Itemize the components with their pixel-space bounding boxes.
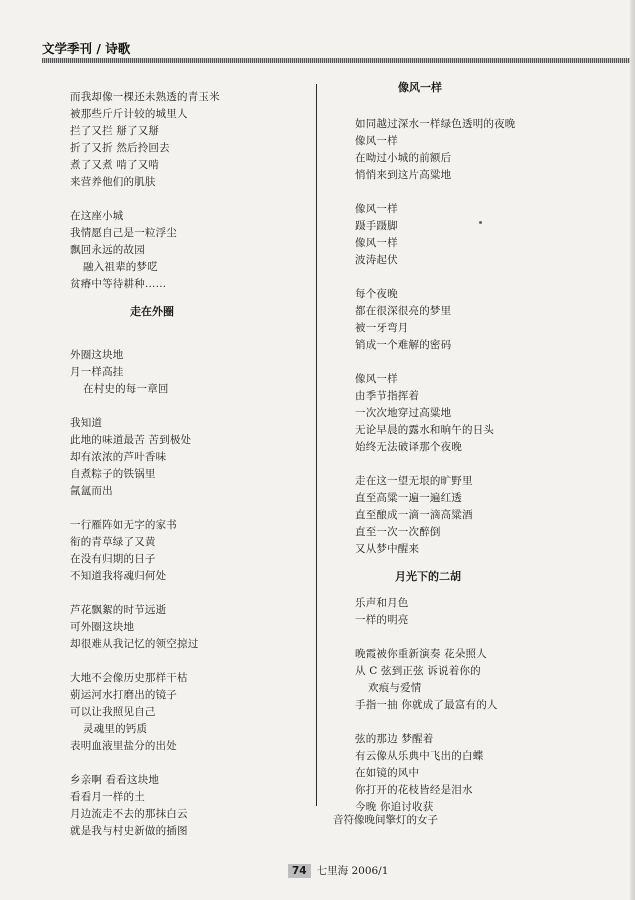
- poem-line: 我情愿自己是一粒浮尘: [70, 227, 177, 239]
- right-column: [355, 79, 615, 816]
- poem-line: 煮了又煮 啃了又啃: [70, 159, 160, 171]
- publication-info: 七里海 2006/1: [316, 865, 389, 877]
- poem-line: 无论早晨的露水和晌午的日头: [355, 424, 495, 436]
- poem-line: 我知道: [70, 417, 103, 429]
- poem-line: 衔的青草绿了又黄: [70, 536, 156, 548]
- stanza: [70, 772, 300, 840]
- poem-line: 走在这一望无垠的旷野里: [355, 475, 473, 487]
- poem-line: 始终无法破译那个夜晚: [355, 441, 462, 453]
- stanza-gap: [70, 755, 300, 772]
- poem-line: 拦了又拦 掰了又掰: [70, 125, 160, 137]
- print-speck: [479, 221, 482, 224]
- poem-line: 贫瘠中等待耕种……: [70, 278, 167, 290]
- poem-line: 来营养他们的肌肤: [70, 176, 156, 188]
- section-gap: [70, 320, 300, 337]
- poem-line: 都在很深很亮的梦里: [355, 305, 452, 317]
- stanza: [70, 208, 300, 293]
- poem-line: 乡亲啊 看看这块地: [70, 774, 160, 786]
- poem-line: 自煮粽子的铁锅里: [70, 468, 156, 480]
- poem-line: 折了又折 然后拎回去: [70, 142, 170, 154]
- poem-line: 波涛起伏: [355, 254, 398, 266]
- stanza: [355, 473, 615, 558]
- stanza: [70, 517, 300, 585]
- poem-line: 可外圈这块地: [70, 621, 135, 633]
- stanza-gap: [70, 500, 300, 517]
- section-gap: [355, 106, 615, 116]
- poem-line: 由季节指挥着: [355, 390, 420, 402]
- stanza: [355, 116, 615, 184]
- stanza-gap: [70, 585, 300, 602]
- poem-line: 却很难从我记忆的领空掠过: [70, 638, 199, 650]
- stanza: [70, 415, 300, 500]
- section-gap: [70, 337, 300, 347]
- poem-line: 直至高粱一遍一遍红透: [355, 492, 462, 504]
- poem-line: 今晚 你追讨收获: [355, 801, 434, 813]
- poem-line: 像风一样: [355, 135, 398, 147]
- poem-line: 又从梦中醒来: [355, 543, 420, 555]
- poem-line: 外圈这块地: [70, 349, 124, 361]
- stanza: [355, 201, 615, 269]
- stanza: [70, 89, 300, 191]
- stanza-gap: [355, 629, 615, 646]
- poem-line: 像风一样: [355, 237, 398, 249]
- stanza: [355, 595, 615, 629]
- stanza: [355, 646, 615, 714]
- poem-line: 你打开的花枝皆经是泪水: [355, 784, 473, 796]
- poem-line: 欢痕与爱情: [368, 682, 422, 694]
- poem-line: 融入祖辈的梦呓: [83, 261, 158, 273]
- section-gap: [70, 293, 300, 303]
- section-gap: [355, 558, 615, 568]
- poem-line: 悄悄来到这片高粱地: [355, 169, 452, 181]
- poem-title: 月光下的二胡: [395, 570, 461, 583]
- stanza: [355, 731, 615, 816]
- column-divider: [316, 84, 317, 806]
- poem-line: 销成一个难解的密码: [355, 339, 452, 351]
- stanza-gap: [355, 269, 615, 286]
- poem-line: 芦花飘絮的时节远逝: [70, 604, 167, 616]
- poem-line: 月边流走不去的那抹白云: [70, 808, 188, 820]
- section-gap: [355, 585, 615, 595]
- stanza-gap: [355, 354, 615, 371]
- stanza: [355, 286, 615, 354]
- stanza-gap: [70, 398, 300, 415]
- poem-line: 从 C 弦到正弦 诉说着你的: [355, 665, 481, 677]
- poem-title: 像风一样: [398, 81, 442, 94]
- poem-line: 大地不会像历史那样干枯: [70, 672, 188, 684]
- poem-line: 月一样高挂: [70, 366, 124, 378]
- poem-line: 直至酿成一滴一滴高粱酒: [355, 509, 473, 521]
- section-header: 文学季刊 / 诗歌: [42, 41, 131, 56]
- poem-title: 走在外圈: [130, 305, 174, 318]
- poem-line: 手指一抽 你就成了最富有的人: [355, 699, 498, 711]
- poem-line: 如同越过深水一样绿色透明的夜晚: [355, 118, 516, 130]
- poem-line: 一行雁阵如无字的家书: [70, 519, 177, 531]
- poem-line: 在呦过小城的前额后: [355, 152, 452, 164]
- epigraph: 音符像晚间擎灯的女子: [333, 814, 438, 826]
- poem-line: 在村史的每一章回: [83, 383, 169, 395]
- poem-line: 晚霞被你重新演奏 花朵照人: [355, 648, 487, 660]
- stanza: [355, 371, 615, 456]
- page-footer: [288, 863, 388, 878]
- stanza-gap: [70, 191, 300, 208]
- poem-line: 而我却像一棵还未熟透的青玉米: [70, 91, 220, 103]
- poem-line: 不知道我将魂归何处: [70, 570, 167, 582]
- stanza-gap: [70, 653, 300, 670]
- page-number: 74: [288, 864, 311, 878]
- poem-line: 氤氲而出: [70, 485, 113, 497]
- poem-line: 就是我与村史新做的插图: [70, 825, 188, 837]
- stanza-gap: [355, 456, 615, 473]
- section-gap: [355, 96, 615, 106]
- poem-line: 可以让我照见自己: [70, 706, 156, 718]
- stanza: [70, 602, 300, 653]
- poem-line: 飘回永远的故园: [70, 244, 145, 256]
- poem-line: 弦的那边 梦醒着: [355, 733, 434, 745]
- poem-line: 有云像从乐典中飞出的白蝶: [355, 750, 484, 762]
- poem-line: 在没有归期的日子: [70, 553, 156, 565]
- poem-line: 却有浓浓的芦叶香味: [70, 451, 167, 463]
- poem-line: 每个夜晚: [355, 288, 398, 300]
- poem-line: 像风一样: [355, 373, 398, 385]
- header-rule: [42, 58, 630, 63]
- stanza: [70, 347, 300, 398]
- poem-line: 一次次地穿过高粱地: [355, 407, 452, 419]
- poem-line: 此地的味道最苦 苦到极处: [70, 434, 192, 446]
- stanza-gap: [355, 714, 615, 731]
- poem-line: 被一牙弯月: [355, 322, 409, 334]
- poem-line: 一样的明亮: [355, 614, 409, 626]
- stanza: [70, 670, 300, 755]
- stanza-gap: [355, 184, 615, 201]
- page-edge-shadow: [630, 0, 635, 900]
- poem-line: 表明血液里盐分的出处: [70, 740, 177, 752]
- poem-line: 看看月一样的土: [70, 791, 145, 803]
- poem-line: 蹑手蹑脚: [355, 220, 398, 232]
- poem-line: 被那些斤斤计较的城里人: [70, 108, 188, 120]
- poem-line: 在如镜的风中: [355, 767, 420, 779]
- left-column: [70, 89, 300, 840]
- poem-line: 在这座小城: [70, 210, 124, 222]
- poem-line: 乐声和月色: [355, 597, 409, 609]
- poem-line: 灵魂里的钙质: [83, 723, 148, 735]
- poem-line: 像风一样: [355, 203, 398, 215]
- poem-line: 直至一次一次醉倒: [355, 526, 441, 538]
- poem-line: 莂运河水打磨出的镜子: [70, 689, 177, 701]
